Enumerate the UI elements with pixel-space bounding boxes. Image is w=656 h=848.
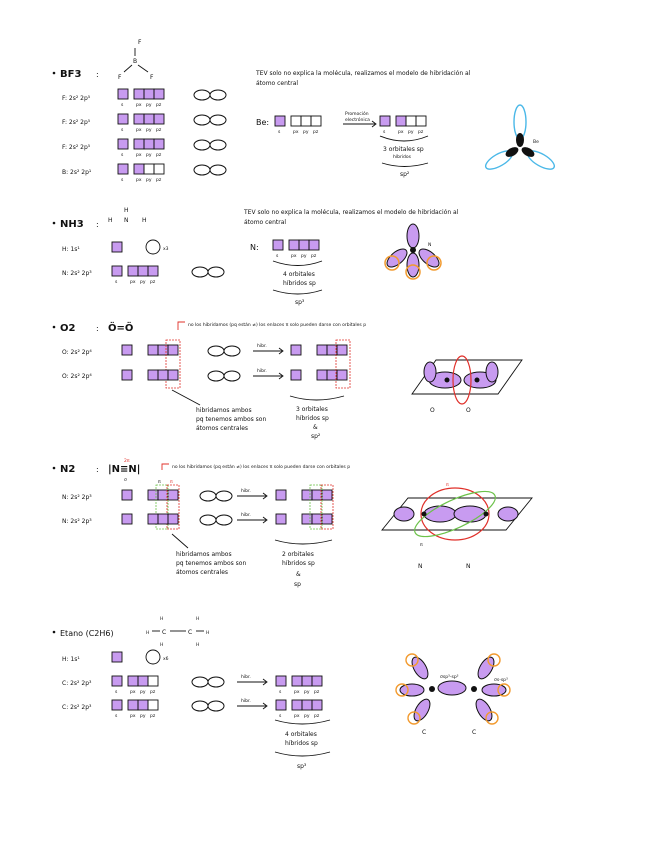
- orbital-sublabel: pz: [156, 178, 162, 183]
- o2-section: [53, 320, 522, 440]
- svg-text:x6: x6: [163, 657, 169, 662]
- svg-text:H: H: [142, 217, 147, 224]
- orbital-sublabel: s: [121, 178, 124, 183]
- bf3-section: [53, 39, 557, 178]
- svg-text:híbridos sp: híbridos sp: [283, 280, 316, 287]
- orbital-sublabel: py: [146, 178, 152, 183]
- svg-text:hibr.: hibr.: [257, 369, 267, 374]
- orbital-sublabel: s: [115, 280, 118, 285]
- orbital-sublabel: px: [130, 280, 136, 285]
- orbital-sublabel: pz: [150, 714, 156, 719]
- svg-text::: :: [96, 324, 99, 333]
- svg-text:σs-sp³: σs-sp³: [494, 678, 508, 683]
- svg-text:N: N: [418, 563, 423, 570]
- orbital-sublabel: pz: [156, 153, 162, 158]
- orbital-sublabel: pz: [314, 690, 320, 695]
- ethane-box-row-2: [112, 700, 224, 711]
- svg-text:hibridamos ambos: hibridamos ambos: [176, 551, 232, 558]
- orbital-sublabel: s: [115, 690, 118, 695]
- svg-text:N:: N:: [250, 243, 259, 252]
- svg-text:x3: x3: [163, 247, 169, 252]
- svg-text:electrónica: electrónica: [345, 118, 370, 123]
- orbital-sublabel: px: [294, 690, 300, 695]
- svg-text:π: π: [158, 480, 161, 485]
- n2-title: N2: [60, 464, 76, 475]
- ethane-title: Etano (C2H6): [60, 629, 114, 638]
- bf3-config-rows: [62, 95, 92, 176]
- orbital-sublabel: pz: [156, 128, 162, 133]
- orbital-sublabel: s: [278, 130, 281, 135]
- svg-text:N: N: [466, 563, 471, 570]
- svg-text:híbridos: híbridos: [393, 155, 412, 160]
- svg-text:H: 1s¹: H: 1s¹: [62, 656, 80, 663]
- svg-text:H: H: [196, 643, 200, 648]
- svg-text:2π: 2π: [124, 459, 130, 464]
- orbital-sublabel: py: [301, 254, 307, 259]
- svg-text:H: 1s¹: H: 1s¹: [62, 246, 80, 253]
- svg-text:hibr.: hibr.: [241, 699, 251, 704]
- orbital-sublabel: s: [121, 128, 124, 133]
- orbital-sublabel: px: [130, 690, 136, 695]
- svg-text:H: H: [196, 617, 200, 622]
- orbital-sublabel: pz: [313, 130, 319, 135]
- svg-text:N: N: [428, 243, 432, 248]
- svg-text:átomos centrales: átomos centrales: [196, 425, 249, 432]
- orbital-sublabel: py: [140, 690, 146, 695]
- svg-text:hibr.: hibr.: [257, 344, 267, 349]
- orbital-sublabel: s: [121, 103, 124, 108]
- o2-hybrid-rows: [291, 340, 350, 388]
- svg-text:hibr.: hibr.: [241, 513, 251, 518]
- svg-text:F: 2s² 2p⁵: F: 2s² 2p⁵: [62, 95, 91, 102]
- bf3-box-row-3: [118, 139, 226, 150]
- orbital-sublabel: px: [136, 153, 142, 158]
- bf3-orbital-diagram: [483, 105, 557, 173]
- svg-text:N: 2s² 2p³: N: 2s² 2p³: [62, 270, 92, 277]
- svg-text:&: &: [296, 571, 301, 578]
- bf3-f-right: F: [150, 74, 154, 81]
- orbital-sublabel: pz: [150, 280, 156, 285]
- orbital-sublabel: pz: [156, 103, 162, 108]
- o2-box-row-2: [122, 370, 240, 381]
- orbital-sublabels: [115, 103, 424, 719]
- svg-text:O: 2s² 2p⁴: O: 2s² 2p⁴: [62, 349, 92, 356]
- orbital-sublabel: py: [304, 690, 310, 695]
- nh3-title: NH3: [60, 219, 84, 230]
- bf3-f-top: F: [138, 39, 142, 46]
- svg-text:sp³: sp³: [295, 299, 305, 306]
- bf3-box-row-4: [118, 164, 226, 175]
- svg-text:hibridamos ambos: hibridamos ambos: [196, 407, 252, 414]
- svg-text:C: 2s² 2p³: C: 2s² 2p³: [62, 680, 92, 687]
- bf3-b: B: [133, 58, 138, 65]
- n2-structure: |N≡N|: [108, 464, 141, 475]
- svg-text:H: H: [206, 631, 210, 636]
- o2-structure: Ö=Ö: [108, 323, 134, 334]
- n2-section: [53, 458, 532, 588]
- be-label: Be:: [256, 118, 270, 127]
- orbital-sublabel: s: [279, 690, 282, 695]
- svg-text:π: π: [446, 483, 449, 488]
- n2-orbital-diagram: [382, 483, 532, 570]
- bf3-title: BF3: [60, 69, 82, 80]
- svg-text::: :: [96, 465, 99, 474]
- orbital-sublabel: pz: [311, 254, 317, 259]
- orbital-sublabel: s: [115, 714, 118, 719]
- orbital-sublabel: pz: [314, 714, 320, 719]
- svg-text:H: H: [160, 643, 164, 648]
- svg-text:3 orbitales: 3 orbitales: [296, 406, 328, 413]
- svg-text:Be: Be: [533, 140, 539, 145]
- nh3-orbital-diagram: [384, 224, 442, 279]
- svg-text:C: C: [472, 729, 477, 736]
- svg-text:Promoción: Promoción: [345, 112, 369, 117]
- svg-text:N: 2s² 2p³: N: 2s² 2p³: [62, 494, 92, 501]
- orbital-sublabel: py: [140, 280, 146, 285]
- svg-text:átomos centrales: átomos centrales: [176, 569, 229, 576]
- svg-text::: :: [96, 70, 99, 79]
- bf3-f-left: F: [118, 74, 122, 81]
- svg-text:C: 2s² 2p³: C: 2s² 2p³: [62, 704, 92, 711]
- o2-title: O2: [60, 323, 76, 334]
- svg-text:O: 2s² 2p⁴: O: 2s² 2p⁴: [62, 373, 92, 380]
- orbital-sublabel: s: [279, 714, 282, 719]
- bf3-note-1: TEV solo no explica la molécula, realizamos el modelo de hibridación al: [256, 70, 471, 77]
- svg-text:F: 2s² 2p⁵: F: 2s² 2p⁵: [62, 144, 91, 151]
- ethane-orbital-diagram: [396, 654, 510, 736]
- svg-text:sp³: sp³: [297, 763, 307, 770]
- svg-text:pq tenemos ambos son: pq tenemos ambos son: [176, 560, 247, 567]
- svg-text:N: N: [124, 217, 129, 224]
- svg-text:C: C: [188, 629, 193, 636]
- n2-hybrid-rows: [276, 485, 333, 529]
- svg-text:H: H: [124, 207, 129, 214]
- svg-text::: :: [96, 220, 99, 229]
- orbital-sublabel: px: [294, 714, 300, 719]
- orbital-sublabel: px: [291, 254, 297, 259]
- svg-text:σ: σ: [124, 478, 127, 483]
- orbital-sublabel: py: [146, 128, 152, 133]
- svg-text:3 orbitales sp: 3 orbitales sp: [383, 146, 424, 153]
- orbital-sublabel: s: [121, 153, 124, 158]
- orbital-sublabel: py: [303, 130, 309, 135]
- orbital-sublabel: py: [408, 130, 414, 135]
- svg-text:híbridos sp: híbridos sp: [285, 740, 318, 747]
- svg-text:O: O: [466, 407, 471, 414]
- n2-box-row-2: [122, 514, 232, 525]
- bf3-box-row-1: [118, 89, 226, 100]
- ethane-box-row-1: [112, 676, 224, 687]
- svg-text:sp²: sp²: [311, 433, 321, 440]
- orbital-sublabel: s: [276, 254, 279, 259]
- svg-text:π: π: [420, 543, 423, 548]
- orbital-sublabel: px: [293, 130, 299, 135]
- svg-text:π: π: [170, 480, 173, 485]
- orbital-sublabel: py: [140, 714, 146, 719]
- svg-text:H: H: [146, 631, 150, 636]
- svg-text:pq tenemos ambos son: pq tenemos ambos son: [196, 416, 267, 423]
- orbital-sublabel: pz: [150, 690, 156, 695]
- svg-text:híbridos sp: híbridos sp: [296, 415, 329, 422]
- orbital-sublabel: py: [146, 153, 152, 158]
- svg-text:sp: sp: [294, 581, 301, 588]
- svg-text:F: 2s² 2p⁵: F: 2s² 2p⁵: [62, 119, 91, 126]
- orbital-sublabel: px: [398, 130, 404, 135]
- svg-text:C: C: [422, 729, 427, 736]
- svg-text:H: H: [160, 617, 164, 622]
- svg-text:4 orbitales: 4 orbitales: [285, 731, 317, 738]
- svg-text:C: C: [162, 629, 167, 636]
- ethane-structure: [146, 616, 209, 648]
- orbital-sublabel: px: [130, 714, 136, 719]
- orbital-sublabel: px: [136, 178, 142, 183]
- orbital-sublabel: px: [136, 128, 142, 133]
- svg-text:σsp³-sp³: σsp³-sp³: [440, 675, 459, 680]
- n2-note: no los hibridamos (pq están ≠) los enlaces π solo pueden darse con orbitales p: [172, 465, 351, 470]
- orbital-sublabel: py: [146, 103, 152, 108]
- orbital-sublabel: pz: [418, 130, 424, 135]
- svg-text:2 orbitales: 2 orbitales: [282, 551, 314, 558]
- svg-text:híbridos sp: híbridos sp: [282, 560, 315, 567]
- orbital-sublabel: py: [304, 714, 310, 719]
- svg-text:&: &: [313, 424, 318, 431]
- o2-box-row-1: [122, 340, 240, 388]
- nh3-section: [53, 207, 459, 306]
- orbital-sublabel: px: [136, 103, 142, 108]
- bf3-box-row-2: [118, 114, 226, 125]
- svg-text:átomo central: átomo central: [244, 219, 287, 226]
- svg-text:4 orbitales: 4 orbitales: [283, 271, 315, 278]
- svg-text:B: 2s² 2p¹: B: 2s² 2p¹: [62, 169, 92, 176]
- o2-orbital-diagram: [412, 356, 522, 414]
- orbital-sublabel: s: [383, 130, 386, 135]
- svg-text:O: O: [430, 407, 435, 414]
- svg-text:TEV solo no explica la molécul: TEV solo no explica la molécula, realizamos el modelo de hibridación al: [244, 209, 459, 216]
- svg-text:N: 2s² 2p³: N: 2s² 2p³: [62, 518, 92, 525]
- svg-text:H: H: [108, 217, 113, 224]
- bf3-note-2: átomo central: [256, 80, 299, 87]
- svg-text:hibr.: hibr.: [241, 675, 251, 680]
- svg-text:hibr.: hibr.: [241, 489, 251, 494]
- o2-note: no los hibridamos (pq están ≠) los enlaces π solo pueden darse con orbitales p: [188, 323, 367, 328]
- svg-text:sp²: sp²: [400, 171, 410, 178]
